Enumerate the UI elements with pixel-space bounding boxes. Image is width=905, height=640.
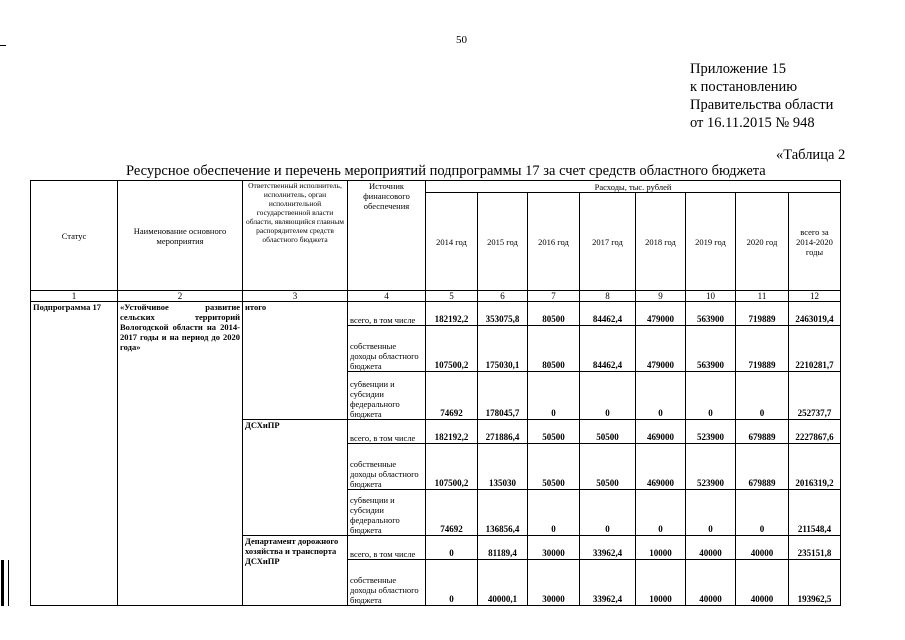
column-number: 3 [243,291,348,302]
source-cell: субвенции и субсидии федерального бюджета [348,372,426,420]
value-cell: 33962,4 [580,560,636,606]
value-cell: 523900 [686,420,736,444]
column-number: 1 [31,291,118,302]
value-cell: 40000 [686,536,736,560]
value-cell: 136856,4 [478,490,528,536]
appendix-block [690,60,833,132]
header-total: всего за 2014-2020 годы [789,193,841,291]
column-number-row [31,291,841,302]
value-cell: 74692 [426,372,478,420]
value-cell: 178045,7 [478,372,528,420]
column-number: 4 [348,291,426,302]
value-cell: 2016319,2 [789,444,841,490]
value-cell: 84462,4 [580,326,636,372]
value-cell: 40000 [736,536,789,560]
column-number: 10 [686,291,736,302]
value-cell: 0 [528,490,580,536]
value-cell: 33962,4 [580,536,636,560]
value-cell: 10000 [636,560,686,606]
value-cell: 271886,4 [478,420,528,444]
header-year: 2020 год [736,193,789,291]
source-cell: собственные доходы областного бюджета [348,560,426,606]
source-cell: собственные доходы областного бюджета [348,326,426,372]
value-cell: 679889 [736,420,789,444]
value-cell: 0 [636,490,686,536]
value-cell: 479000 [636,302,686,326]
value-cell: 50500 [580,420,636,444]
status-cell: Подпрограмма 17 [31,302,118,606]
measure-name-cell: «Устойчивое развитие сельских территорий Вологодской области на 2014-2017 годы и на период до 2020 года» [118,302,243,606]
document-title: Ресурсное обеспечение и перечень мероприятий подпрограммы 17 за счет средств областного бюджета [126,163,766,179]
value-cell: 235151,8 [789,536,841,560]
header-status: Статус [31,181,118,291]
resource-table-wrapper [30,180,841,606]
header-year: 2015 год [478,193,528,291]
value-cell: 80500 [528,302,580,326]
value-cell: 563900 [686,326,736,372]
value-cell: 211548,4 [789,490,841,536]
column-number: 2 [118,291,243,302]
header-year: 2018 год [636,193,686,291]
value-cell: 719889 [736,326,789,372]
value-cell: 353075,8 [478,302,528,326]
value-cell: 2463019,4 [789,302,841,326]
source-cell: субвенции и субсидии федерального бюджета [348,490,426,536]
value-cell: 40000 [686,560,736,606]
value-cell: 0 [686,490,736,536]
header-year: 2016 год [528,193,580,291]
value-cell: 252737,7 [789,372,841,420]
header-name: Наименование основного мероприятия [118,181,243,291]
value-cell: 182192,2 [426,302,478,326]
value-cell: 0 [580,490,636,536]
value-cell: 40000 [736,560,789,606]
value-cell: 107500,2 [426,326,478,372]
column-number: 6 [478,291,528,302]
header-year: 2017 год [580,193,636,291]
value-cell: 0 [528,372,580,420]
column-number: 5 [426,291,478,302]
value-cell: 563900 [686,302,736,326]
header-executor: Ответственный исполнитель, исполнитель, орган исполнительной государственной власти области, являющийся главным распорядителем средств областного бюджета [243,181,348,291]
appendix-line: к постановлению [690,79,798,95]
value-cell: 719889 [736,302,789,326]
header-source: Источник финансового обеспечения [348,181,426,291]
page-edge-rule [0,45,6,46]
appendix-line: от 16.11.2015 № 948 [690,115,815,131]
value-cell: 30000 [528,536,580,560]
value-cell: 84462,4 [580,302,636,326]
value-cell: 523900 [686,444,736,490]
value-cell: 50500 [528,420,580,444]
value-cell: 81189,4 [478,536,528,560]
column-number: 9 [636,291,686,302]
value-cell: 479000 [636,326,686,372]
column-number: 8 [580,291,636,302]
executor-cell: Департамент дорожного хозяйства и транспорта ДСХиПР [243,536,348,606]
table-row [31,302,841,326]
value-cell: 40000,1 [478,560,528,606]
appendix-line: Правительства области [690,97,834,113]
value-cell: 0 [426,536,478,560]
header-year: 2019 год [686,193,736,291]
source-cell: всего, в том числе [348,420,426,444]
resource-table [30,180,841,606]
executor-cell: итого [243,302,348,420]
table-reference: «Таблица 2 [776,147,846,163]
page-number: 50 [456,34,467,46]
value-cell: 50500 [528,444,580,490]
value-cell: 0 [736,490,789,536]
executor-cell: ДСХиПР [243,420,348,536]
value-cell: 0 [580,372,636,420]
source-cell: всего, в том числе [348,302,426,326]
source-cell: собственные доходы областного бюджета [348,444,426,490]
value-cell: 2210281,7 [789,326,841,372]
column-number: 7 [528,291,580,302]
header-expenses: Расходы, тыс. рублей [426,181,841,193]
value-cell: 10000 [636,536,686,560]
source-cell: всего, в том числе [348,536,426,560]
value-cell: 175030,1 [478,326,528,372]
column-number: 12 [789,291,841,302]
value-cell: 0 [686,372,736,420]
value-cell: 182192,2 [426,420,478,444]
scan-edge-marks [1,560,9,606]
value-cell: 469000 [636,444,686,490]
value-cell: 193962,5 [789,560,841,606]
value-cell: 679889 [736,444,789,490]
value-cell: 469000 [636,420,686,444]
appendix-line: Приложение 15 [690,61,786,77]
value-cell: 0 [736,372,789,420]
value-cell: 50500 [580,444,636,490]
column-number: 11 [736,291,789,302]
value-cell: 0 [636,372,686,420]
value-cell: 135030 [478,444,528,490]
value-cell: 80500 [528,326,580,372]
value-cell: 107500,2 [426,444,478,490]
value-cell: 74692 [426,490,478,536]
value-cell: 2227867,6 [789,420,841,444]
value-cell: 30000 [528,560,580,606]
header-year: 2014 год [426,193,478,291]
value-cell: 0 [426,560,478,606]
